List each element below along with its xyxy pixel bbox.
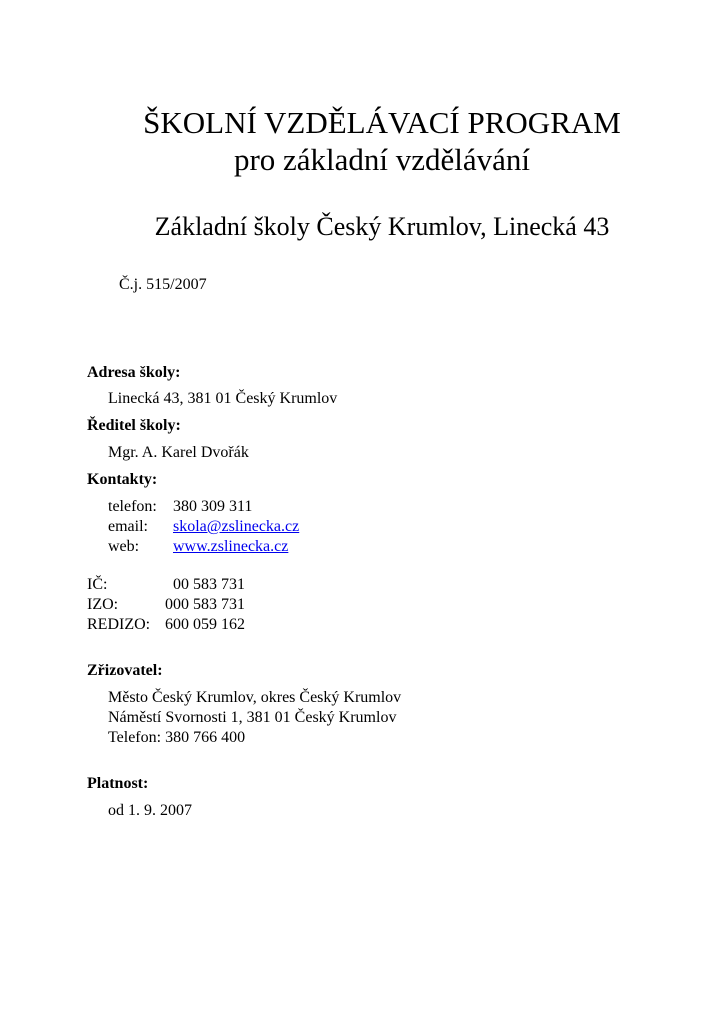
izo-value: 000 583 731 [165,596,245,613]
email-label: email: [108,518,148,535]
founder-label: Zřizovatel: [87,662,163,679]
ic-label: IČ: [87,576,108,593]
reference-number: Č.j. 515/2007 [119,276,207,293]
web-label: web: [108,538,140,555]
email-link[interactable]: skola@zslinecka.cz [173,518,300,535]
validity-value: od 1. 9. 2007 [108,802,192,819]
phone-value: 380 309 311 [173,498,253,515]
director-value: Mgr. A. Karel Dvořák [108,444,249,461]
founder-line-3: Telefon: 380 766 400 [108,729,246,746]
redizo-label: REDIZO: [87,616,151,633]
address-label: Adresa školy: [87,364,181,381]
document-title: ŠKOLNÍ VZDĚLÁVACÍ PROGRAM [143,105,621,140]
school-name: Základní školy Český Krumlov, Linecká 43 [154,212,610,241]
izo-label: IZO: [87,596,119,613]
director-label: Ředitel školy: [87,417,181,434]
document-subtitle: pro základní vzdělávání [233,142,531,177]
validity-label: Platnost: [87,775,149,792]
redizo-value: 600 059 162 [165,616,245,633]
web-link[interactable]: www.zslinecka.cz [173,538,289,555]
ic-value: 00 583 731 [173,576,245,593]
founder-line-2: Náměstí Svornosti 1, 381 01 Český Krumlov [108,709,397,726]
contacts-label: Kontakty: [87,471,158,488]
address-value: Linecká 43, 381 01 Český Krumlov [108,390,338,407]
phone-label: telefon: [108,498,157,515]
founder-line-1: Město Český Krumlov, okres Český Krumlov [108,689,402,706]
